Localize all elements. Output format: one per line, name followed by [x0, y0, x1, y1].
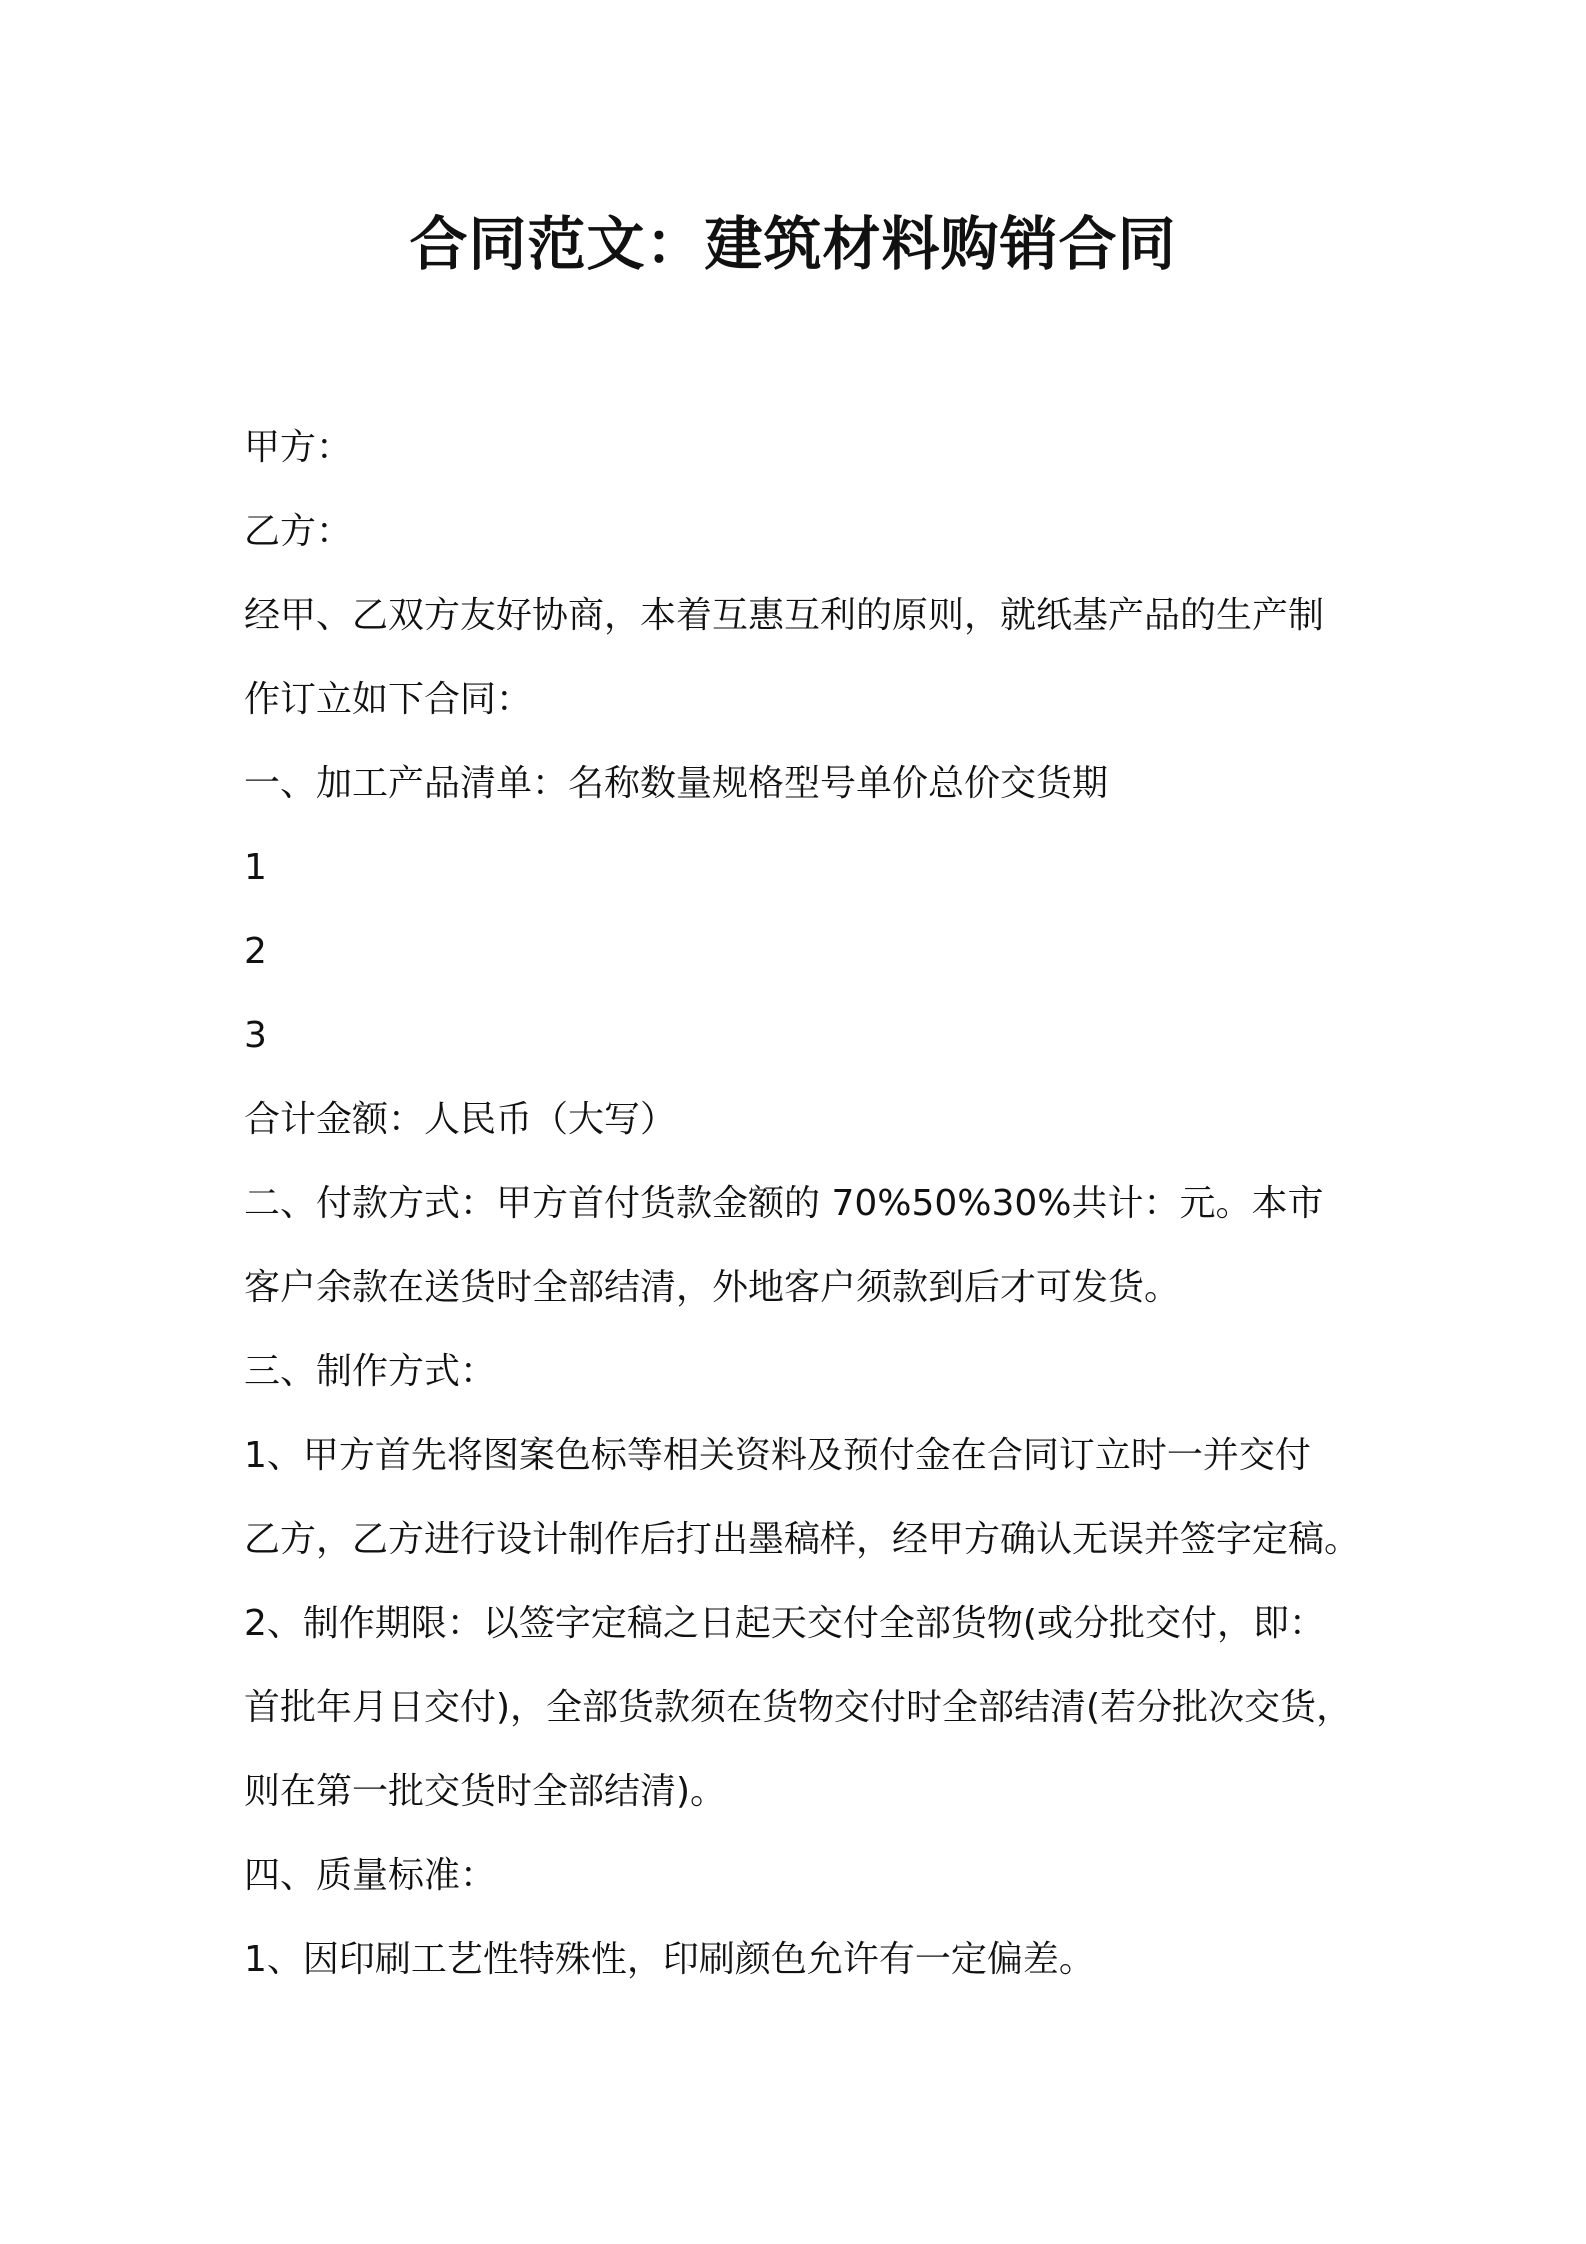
paragraph-line: 客户余款在送货时全部结清，外地客户须款到后才可发货。	[244, 1267, 1181, 1308]
document-body	[244, 406, 1364, 2002]
paragraph-line: 作订立如下合同：	[244, 679, 533, 720]
list-item-2: 2	[244, 931, 267, 972]
list-item-3: 3	[244, 1015, 267, 1056]
paragraph-line: 则在第一批交货时全部结清)。	[244, 1771, 727, 1812]
paragraph-line: 乙方，乙方进行设计制作后打出墨稿样，经甲方确认无误并签字定稿。	[244, 1519, 1361, 1560]
section-heading-4: 四、质量标准：	[244, 1855, 497, 1896]
list-item-1: 1	[244, 847, 267, 888]
paragraph-line: 首批年月日交付)，全部货款须在货物交付时全部结清(若分批次交货，	[244, 1687, 1353, 1728]
document-title: 合同范文：建筑材料购销合同	[409, 210, 1177, 278]
paragraph-line: 经甲、乙双方友好协商，本着互惠互利的原则，就纸基产品的生产制	[244, 595, 1325, 636]
paragraph-line: 2、制作期限：以签字定稿之日起天交付全部货物(或分批交付，即：	[244, 1603, 1325, 1644]
party-a-line: 甲方：	[244, 427, 353, 468]
paragraph-line: 1、甲方首先将图案色标等相关资料及预付金在合同订立时一并交付	[244, 1435, 1311, 1476]
section-heading-2: 二、付款方式：甲方首付货款金额的 70%50%30%共计：元。本市	[244, 1183, 1324, 1224]
section-heading-1: 一、加工产品清单：名称数量规格型号单价总价交货期	[244, 763, 1109, 804]
party-b-line: 乙方：	[244, 511, 353, 552]
total-amount-line: 合计金额：人民币（大写）	[244, 1099, 677, 1140]
paragraph-line: 1、因印刷工艺性特殊性，印刷颜色允许有一定偏差。	[244, 1939, 1095, 1980]
section-heading-3: 三、制作方式：	[244, 1351, 497, 1392]
